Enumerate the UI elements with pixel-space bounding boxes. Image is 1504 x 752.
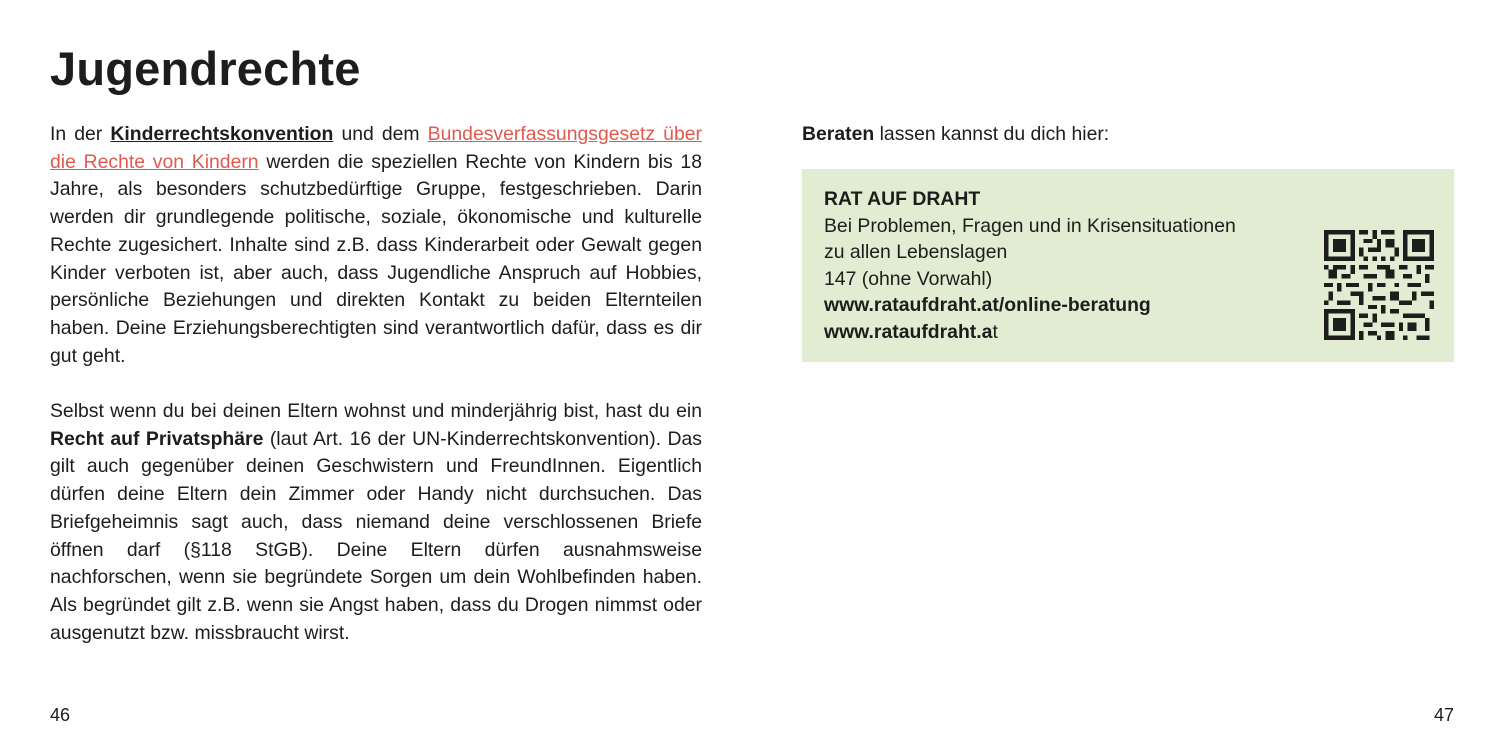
privacy-term: Recht auf Privatsphäre: [50, 427, 264, 450]
page-title: Jugendrechte: [50, 42, 361, 95]
left-column: [50, 121, 702, 675]
box-line-situations: zu allen Lebenslagen: [824, 241, 1008, 264]
right-column: [802, 121, 1454, 149]
online-beratung-link[interactable]: www.rataufdraht.at/online-beratung: [824, 294, 1151, 317]
box-content: [824, 186, 1294, 346]
qr-code-icon: [1324, 230, 1434, 340]
kinderrechtskonvention-link[interactable]: Kinderrechtskonvention: [110, 123, 334, 145]
bundesverfassungsgesetz-link[interactable]: Bundesverfassungsgesetz über die Rechte von Kindern: [50, 123, 702, 173]
box-line-problems: Bei Problemen, Fragen und in Krisensituationen: [824, 214, 1236, 237]
rat-auf-draht-box: [802, 169, 1454, 362]
paragraph-rights: In der Kinderrechtskonvention und dem Bundesverfassungsgesetz über die Rechte von Kindern werden die speziellen Rechte von Kindern bis 18 Jahre, als besonders schutzbedürftige Gruppe, festgeschrieben. Darin werden dir grundlegende politische, soziale, ökonomische und kulturelle Rechte zugesichert. Inhalte sind z.B. dass Kinderarbeit oder Gewalt gegen Kinder verboten ist, aber auch, dass Jugendliche Anspruch auf Hobbies, persönliche Beziehungen und direkten Kontakt zu beiden Elternteilen haben. Deine Erziehungsberechtigten sind verantwortlich dafür, dass es dir gut geht.: [50, 123, 702, 367]
paragraph-privacy: Selbst wenn du bei deinen Eltern wohnst und minderjährig bist, hast du ein Recht auf Privatsphäre (laut Art. 16 der UN-Kinderrechtskonvention). Das gilt auch gegenüber deinen Geschwistern und FreundInnen. Eigentlich dürfen deine Eltern dein Zimmer oder Handy nicht durchsuchen. Das Briefgeheimnis sagt auch, dass niemand deine verschlossenen Briefe öffnen darf (§118 StGB). Deine Eltern dürfen ausnahmsweise nachforschen, wenn sie begründete Sorgen um dein Wohlbefinden haben. Als begründet gilt z.B. wenn sie Angst haben, dass du Drogen nimmst oder ausgenutzt bzw. missbraucht wirst.: [50, 400, 703, 644]
page-number-left: 46: [50, 705, 71, 725]
box-phone: 147 (ohne Vorwahl): [824, 267, 993, 290]
page-number-right: 47: [1433, 705, 1454, 725]
advice-intro: Beraten lassen kannst du dich hier:: [802, 123, 1110, 145]
website-link[interactable]: www.rataufdraht.at: [824, 320, 998, 343]
box-heading: RAT AUF DRAHT: [824, 188, 981, 210]
